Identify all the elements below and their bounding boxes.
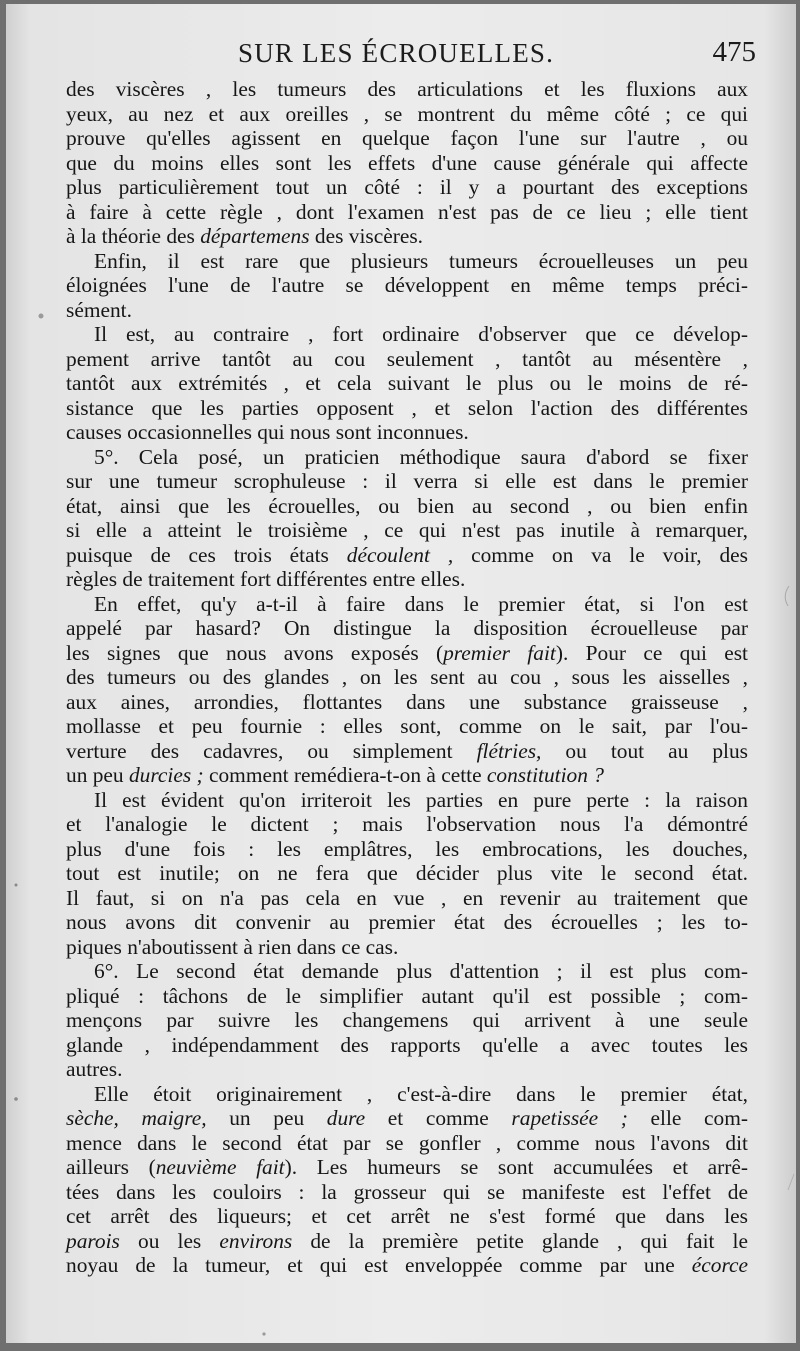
text-line: règles de traitement fort différentes entre elles. [66, 567, 466, 591]
text-line: piques n'aboutissent à rien dans ce cas. [66, 934, 399, 959]
text-line: sur une tumeur scrophuleuse : il verra si elle est dans le premier [66, 469, 748, 493]
text-line: Elle étoit originairement , c'est-à-dire dans le premier état, [94, 1081, 748, 1106]
text-line: 6°. Le second état demande plus d'attention ; il est plus com- [94, 959, 748, 983]
text-line: glande , indépendamment des rapports qu'elle a avec toutes les [66, 1032, 748, 1057]
text-line: causes occasionnelles qui nous sont inconnues. [66, 420, 469, 444]
paragraph [66, 322, 748, 445]
paragraph [66, 1082, 748, 1278]
text-line: Il est, au contraire , fort ordinaire d'observer que ce dévelop- [94, 322, 748, 346]
text-line: les signes que nous avons exposés (premier fait). Pour ce qui est [66, 640, 749, 665]
text-line: mollasse et peu fournie : elles sont, comme on le sait, par l'ou- [66, 714, 748, 738]
text-line: sistance que les parties opposent , et selon l'action des différentes [66, 395, 748, 420]
text-line: yeux, au nez et aux oreilles , se montrent du même côté ; ce qui [66, 101, 748, 126]
text-line: prouve qu'elles agissent en quelque façon l'une sur l'autre , ou [66, 126, 748, 150]
text-line: cet arrêt des liqueurs; et cet arrêt ne s'est formé que dans les [66, 1204, 748, 1228]
book-page [6, 4, 796, 1343]
text-line: pement arrive tantôt au cou seulement , tantôt au mésentère , [66, 346, 748, 371]
text-line: état, ainsi que les écrouelles, ou bien au second , ou bien enfin [66, 493, 748, 518]
text-line: et l'analogie le dictent ; mais l'observation nous l'a démontré [66, 812, 748, 836]
body-text [66, 77, 748, 1278]
text-line: noyau de la tumeur, et qui est enveloppée comme par une écorce [66, 1253, 748, 1277]
text-line: nous avons dit convenir au premier état des écrouelles ; les to- [66, 910, 748, 934]
text-line: tantôt aux extrémités , et cela suivant le plus ou le moins de ré- [66, 371, 748, 395]
page-number: 475 [712, 36, 756, 68]
text-line: appelé par hasard? On distingue la disposition écrouelleuse par [66, 616, 748, 640]
text-line: parois ou les environs de la première petite glande , qui fait le [66, 1228, 748, 1253]
text-line: Il est évident qu'on irriteroit les parties en pure perte : la raison [94, 787, 748, 812]
text-line: plus particulièrement tout un côté : il y a pourtant des exceptions [66, 175, 748, 199]
text-line: mençons par suivre les changemens qui arrivent à une seule [66, 1008, 748, 1032]
text-line: verture des cadavres, ou simplement flétries, ou tout au plus [66, 738, 749, 763]
paragraph [66, 592, 748, 788]
paragraph [66, 788, 748, 960]
text-line: tout est inutile; on ne fera que décider plus vite le second état. [66, 861, 748, 885]
text-line: sément. [66, 297, 132, 322]
running-head [6, 38, 796, 74]
text-line: plus d'une fois : les emplâtres, les embrocations, les douches, [66, 836, 748, 861]
running-title: SUR LES ÉCROUELLES. [238, 38, 555, 68]
paragraph [66, 249, 748, 323]
text-line: autres. [66, 1057, 123, 1081]
text-line: aux aines, arrondies, flottantes dans une substance graisseuse , [66, 689, 748, 714]
text-line: éloignées l'une de l'autre se développent en même temps préci- [66, 273, 748, 297]
text-line: mence dans le second état par se gonfler , comme nous l'avons dit [66, 1130, 748, 1155]
text-line: à la théorie des départemens des viscères. [66, 224, 423, 248]
paragraph [66, 445, 748, 592]
text-line: à faire à cette règle , dont l'examen n'est pas de ce lieu ; elle tient [66, 199, 748, 224]
text-line: puisque de ces trois états découlent , comme on va le voir, des [66, 542, 748, 567]
text-line: Il faut, si on n'a pas cela en vue , en revenir au traitement que [66, 885, 748, 910]
paragraph [66, 959, 748, 1082]
text-line: si elle a atteint le troisième , ce qui n'est pas inutile à remarquer, [66, 518, 748, 542]
text-line: Enfin, il est rare que plusieurs tumeurs écrouelleuses un peu [94, 248, 748, 273]
text-line: sèche, maigre, un peu dure et comme rapetissée ; elle com- [66, 1106, 748, 1130]
text-line: En effet, qu'y a-t-il à faire dans le premier état, si l'on est [94, 591, 748, 616]
text-line: que du moins elles sont les effets d'une cause générale qui affecte [66, 150, 748, 175]
text-line: des viscères , les tumeurs des articulations et les fluxions aux [66, 77, 748, 101]
text-line: ailleurs (neuvième fait). Les humeurs se sont accumulées et arrê- [66, 1155, 748, 1179]
text-line: 5°. Cela posé, un praticien méthodique saura d'abord se fixer [94, 444, 748, 469]
text-line: un peu durcies ; comment remédiera-t-on à cette constitution ? [66, 763, 604, 787]
text-line: tées dans les couloirs : la grosseur qui se manifeste est l'effet de [66, 1179, 748, 1204]
paragraph [66, 77, 748, 249]
text-line: pliqué : tâchons de le simplifier autant qu'il est possible ; com- [66, 983, 748, 1008]
text-line: des tumeurs ou des glandes , on les sent au cou , sous les aisselles , [66, 665, 748, 689]
